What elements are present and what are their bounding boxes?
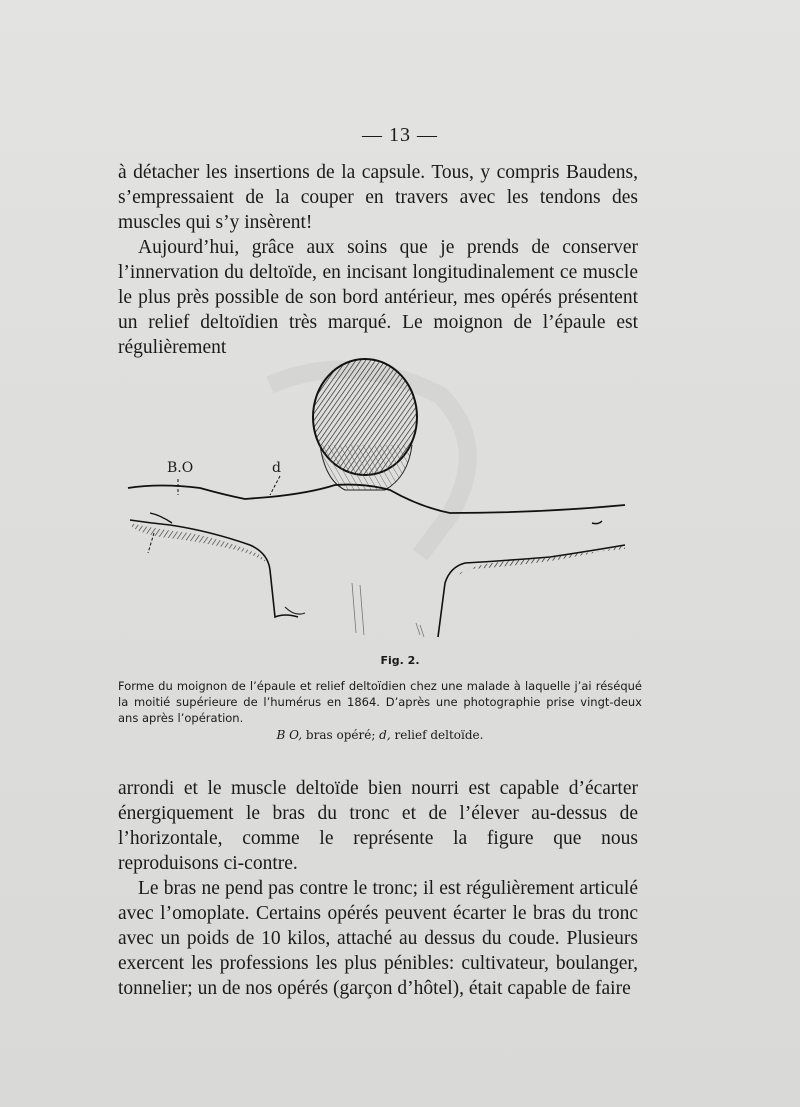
legend-d: d, (379, 728, 391, 742)
shoulder-drawing (120, 355, 640, 645)
figure-label: Fig. 2. (380, 654, 420, 667)
text-block-top (118, 160, 638, 360)
paragraph: Aujourd’hui, grâce aux soins que je prends de conserver l’innervation du deltoïde, en incisant longitudinalement ce muscle le plus près possible de son bord antérieur, mes opérés présentent un relief deltoïdien très marqué. Le moignon de l’épaule est régulièrement (118, 237, 638, 358)
annotation-d: d (272, 460, 281, 476)
paragraph: à détacher les insertions de la capsule. Tous, y compris Baudens, s’empressaient de la couper en travers avec les tendons des muscles qui s’y insèrent! (118, 162, 638, 233)
back-shading (352, 583, 424, 637)
legend-bo: B O, (276, 728, 303, 742)
paragraph: Le bras ne pend pas contre le tronc; il est régulièrement articulé avec l’omoplate. Certains opérés peuvent écarter le bras du tronc avec un poids de 10 kilos, attaché au dessus du coude. Plusieurs exercent les professions les plus pénibles: cultivateur, boulanger, tonnelier; un de nos opérés (garçon d’hôtel), était capable de faire (118, 878, 638, 999)
legend-bo-text: bras opéré; (302, 728, 380, 742)
figure-caption: Forme du moignon de l’épaule et relief deltoïdien chez une malade à laquelle j’ai réséqué la moitié supérieure de l’humérus en 1864. D’après une photographie prise vingt-deux ans après l’opération. (118, 679, 642, 725)
legend-d-text: relief deltoïde. (390, 728, 484, 742)
annotation-bo: B.O (167, 460, 194, 476)
text-block-bottom (118, 776, 638, 1001)
paragraph: arrondi et le muscle deltoïde bien nourri est capable d’écarter énergiquement le bras du tronc et de l’élever au-dessus de l’horizontale, comme le représente la figure que nous reproduisons ci-contre. (118, 778, 638, 874)
page-number: — 13 — (362, 124, 438, 146)
figure-illustration (120, 355, 640, 645)
figure-legend (0, 728, 760, 742)
head-drawing (313, 359, 417, 490)
